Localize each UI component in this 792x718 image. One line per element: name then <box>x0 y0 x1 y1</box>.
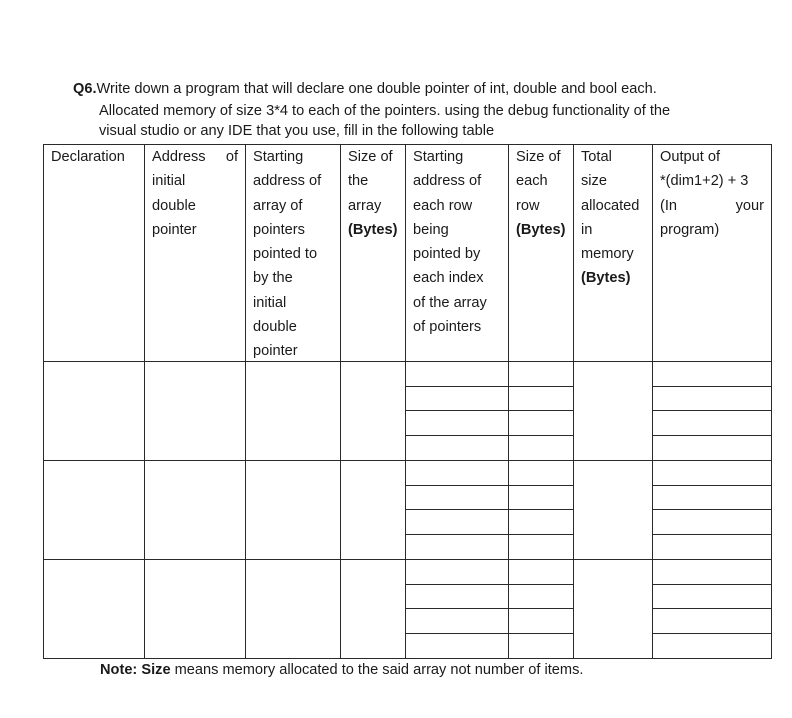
header-size-of-each-row: Size of each row (Bytes) <box>516 149 566 238</box>
header-starting-address-each-row: Starting address of each row being pointed by each index of the array of pointers <box>413 149 487 336</box>
question-number: Q6. <box>73 81 97 97</box>
note-size-word: Size <box>141 662 171 678</box>
header-starting-address-array: Starting address of array of pointers pointed to by the initial double pointer <box>253 149 322 360</box>
question-line-3: visual studio or any IDE that you use, fill in the following table <box>99 123 495 139</box>
note <box>100 660 583 680</box>
note-label: Note: <box>100 662 138 678</box>
note-text: means memory allocated to the said array not number of items. <box>170 662 584 678</box>
question-line-1: Q6.Write down a program that will declare one double pointer of int, double and bool each. <box>73 81 657 97</box>
question-line-2: Allocated memory of size 3*4 to each of the pointers. using the debug functionality of the <box>99 103 671 119</box>
header-total-size-allocated: Total size allocated in memory (Bytes) <box>581 149 640 287</box>
header-output-of-expression: Output of *(dim1+2) + 3 (In your program) <box>660 149 764 238</box>
header-address-initial-double-pointer: Address of initial double pointer <box>152 149 238 238</box>
header-size-of-array: Size of the array (Bytes) <box>348 149 398 238</box>
header-declaration: Declaration <box>51 149 125 165</box>
